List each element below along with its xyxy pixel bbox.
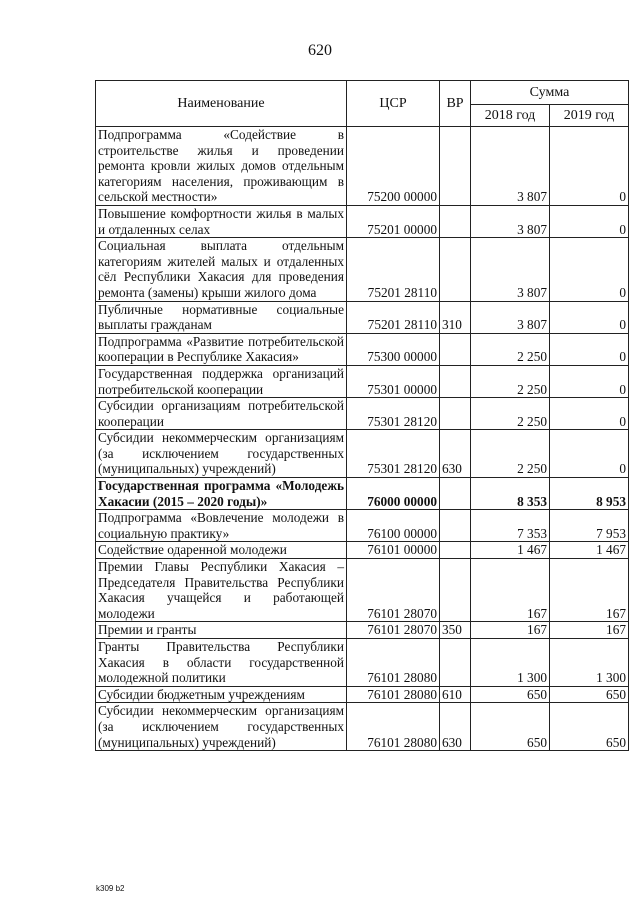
row-amount-2018-cell: 8 353 (471, 478, 550, 510)
row-csr-cell: 75301 00000 (347, 365, 440, 397)
row-vr-cell (440, 333, 471, 365)
row-amount-2019-cell: 650 (550, 703, 629, 751)
row-amount-2018-cell: 2 250 (471, 430, 550, 478)
row-amount-2019-cell: 7 953 (550, 510, 629, 542)
row-vr-cell (440, 365, 471, 397)
row-amount-2018-cell: 2 250 (471, 365, 550, 397)
row-amount-2019-cell: 0 (550, 205, 629, 237)
footer-code: k309 b2 (96, 884, 125, 893)
table-row (96, 478, 629, 510)
table-row (96, 205, 629, 237)
row-name-cell: Публичные нормативные социальные выплаты гражданам (96, 301, 347, 333)
row-vr-cell (440, 542, 471, 559)
row-vr-cell (440, 510, 471, 542)
row-amount-2019-cell: 0 (550, 430, 629, 478)
row-csr-cell: 76101 28070 (347, 622, 440, 639)
row-amount-2019-cell: 650 (550, 686, 629, 703)
page-number: 620 (308, 42, 332, 59)
row-amount-2018-cell: 650 (471, 686, 550, 703)
row-csr-cell: 76000 00000 (347, 478, 440, 510)
row-amount-2019-cell: 0 (550, 333, 629, 365)
row-csr-cell: 76101 28080 (347, 686, 440, 703)
header-sum: Сумма (471, 81, 629, 105)
row-vr-cell: 630 (440, 703, 471, 751)
row-amount-2019-cell: 1 300 (550, 639, 629, 687)
row-vr-cell (440, 478, 471, 510)
row-amount-2018-cell: 7 353 (471, 510, 550, 542)
row-csr-cell: 76101 28070 (347, 559, 440, 622)
row-csr-cell: 75201 28110 (347, 301, 440, 333)
row-amount-2018-cell: 2 250 (471, 333, 550, 365)
row-csr-cell: 75200 00000 (347, 127, 440, 206)
row-csr-cell: 75301 28120 (347, 430, 440, 478)
row-vr-cell (440, 205, 471, 237)
row-amount-2018-cell: 167 (471, 622, 550, 639)
row-name-cell: Гранты Правительства Республики Хакасия в области государственной молодежной политики (96, 639, 347, 687)
row-amount-2018-cell: 167 (471, 559, 550, 622)
row-amount-2018-cell: 2 250 (471, 398, 550, 430)
row-vr-cell: 310 (440, 301, 471, 333)
row-amount-2019-cell: 0 (550, 127, 629, 206)
row-name-cell: Субсидии организациям потребительской кооперации (96, 398, 347, 430)
row-amount-2019-cell: 167 (550, 622, 629, 639)
row-amount-2019-cell: 0 (550, 365, 629, 397)
row-name-cell: Субсидии некоммерческим организациям (за исключением государственных (муниципальных) учреждений) (96, 430, 347, 478)
table-row (96, 686, 629, 703)
row-name-cell: Содействие одаренной молодежи (96, 542, 347, 559)
header-year-2018: 2018 год (471, 105, 550, 127)
table-row (96, 333, 629, 365)
header-name: Наименование (96, 81, 347, 127)
row-amount-2019-cell: 167 (550, 559, 629, 622)
row-csr-cell: 75300 00000 (347, 333, 440, 365)
row-name-cell: Государственная программа «Молодежь Хакасии (2015 – 2020 годы)» (96, 478, 347, 510)
row-amount-2018-cell: 1 300 (471, 639, 550, 687)
row-amount-2019-cell: 1 467 (550, 542, 629, 559)
table-row (96, 639, 629, 687)
row-vr-cell (440, 559, 471, 622)
row-name-cell: Повышение комфортности жилья в малых и отдаленных селах (96, 205, 347, 237)
table-body (96, 127, 629, 751)
header-vr: ВР (440, 81, 471, 127)
row-name-cell: Подпрограмма «Содействие в строительстве жилья и проведении ремонта кровли жилых домов отдельным категориям населения, проживающим в сельской местности» (96, 127, 347, 206)
row-vr-cell (440, 127, 471, 206)
row-vr-cell: 350 (440, 622, 471, 639)
row-vr-cell: 630 (440, 430, 471, 478)
header-csr: ЦСР (347, 81, 440, 127)
table-row (96, 127, 629, 206)
row-name-cell: Подпрограмма «Развитие потребительской кооперации в Республике Хакасия» (96, 333, 347, 365)
table-row (96, 559, 629, 622)
row-amount-2018-cell: 3 807 (471, 301, 550, 333)
row-name-cell: Субсидии бюджетным учреждениям (96, 686, 347, 703)
row-amount-2018-cell: 3 807 (471, 205, 550, 237)
row-amount-2018-cell: 1 467 (471, 542, 550, 559)
row-name-cell: Субсидии некоммерческим организациям (за исключением государственных (муниципальных) учреждений) (96, 703, 347, 751)
row-name-cell: Премии и гранты (96, 622, 347, 639)
row-amount-2019-cell: 0 (550, 301, 629, 333)
row-csr-cell: 75201 28110 (347, 238, 440, 301)
table-row (96, 703, 629, 751)
row-csr-cell: 76101 28080 (347, 639, 440, 687)
row-csr-cell: 76101 00000 (347, 542, 440, 559)
table-row (96, 430, 629, 478)
row-csr-cell: 75301 28120 (347, 398, 440, 430)
row-csr-cell: 76100 00000 (347, 510, 440, 542)
header-year-2019: 2019 год (550, 105, 629, 127)
table-row (96, 622, 629, 639)
row-name-cell: Социальная выплата отдельным категориям жителей малых и отдаленных сёл Республики Хакасия для проведения ремонта (замены) крыши жилого дома (96, 238, 347, 301)
row-name-cell: Государственная поддержка организаций потребительской кооперации (96, 365, 347, 397)
row-csr-cell: 75201 00000 (347, 205, 440, 237)
row-amount-2018-cell: 3 807 (471, 127, 550, 206)
row-vr-cell (440, 639, 471, 687)
row-amount-2018-cell: 650 (471, 703, 550, 751)
row-amount-2019-cell: 0 (550, 398, 629, 430)
row-amount-2019-cell: 0 (550, 238, 629, 301)
table-row (96, 301, 629, 333)
row-csr-cell: 76101 28080 (347, 703, 440, 751)
table-row (96, 510, 629, 542)
row-vr-cell: 610 (440, 686, 471, 703)
row-vr-cell (440, 398, 471, 430)
table-row (96, 365, 629, 397)
row-name-cell: Премии Главы Республики Хакасия – Председателя Правительства Республики Хакасия учащейся и работающей молодежи (96, 559, 347, 622)
budget-table (95, 80, 629, 751)
row-amount-2019-cell: 8 953 (550, 478, 629, 510)
table-row (96, 398, 629, 430)
row-vr-cell (440, 238, 471, 301)
table-row (96, 238, 629, 301)
table-row (96, 542, 629, 559)
row-amount-2018-cell: 3 807 (471, 238, 550, 301)
row-name-cell: Подпрограмма «Вовлечение молодежи в социальную практику» (96, 510, 347, 542)
